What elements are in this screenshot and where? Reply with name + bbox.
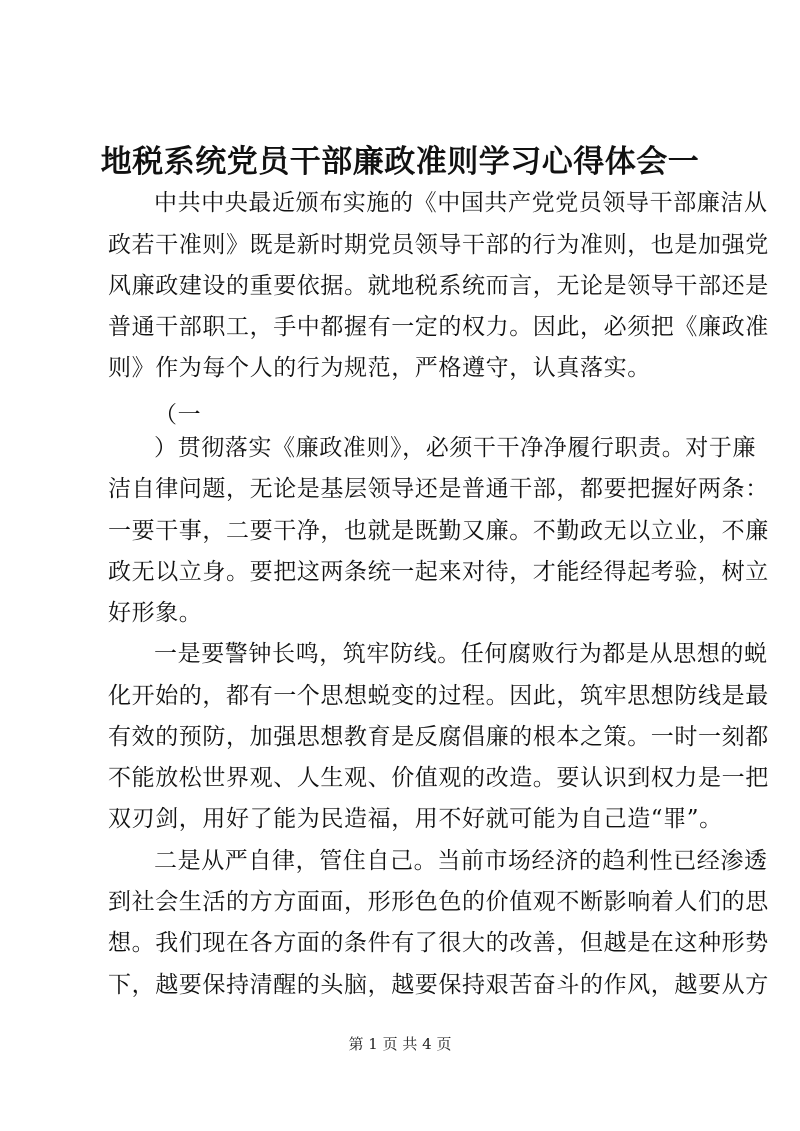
paragraph-line: ）贯彻落实《廉政准则》，必须干干净净履行职责。对于廉 — [154, 435, 757, 461]
paragraph-line: 中共中央最近颁布实施的《中国共产党党员领导干部廉洁从 — [154, 190, 768, 216]
paragraph-line: 政若干准则》既是新时期党员领导干部的行为准则，也是加强党 — [108, 232, 769, 258]
paragraph-line: 下，越要保持清醒的头脑，越要保持艰苦奋斗的作风，越要从方 — [108, 972, 769, 998]
paragraph-line: 到社会生活的方方面面，形形色色的价值观不断影响着人们的思 — [108, 889, 769, 915]
paragraph-line: 有效的预防，加强思想教育是反腐倡廉的根本之策。一时一刻都 — [108, 724, 769, 750]
paragraph-line: 一要干事，二要干净，也就是既勤又廉。不勤政无以立业，不廉 — [108, 518, 769, 544]
paragraph-line: 风廉政建设的重要依据。就地税系统而言，无论是领导干部还是 — [108, 273, 769, 299]
paragraph-line: 则》作为每个人的行为规范，严格遵守，认真落实。 — [108, 355, 651, 381]
paragraph-line: 二是从严自律，管住自己。当前市场经济的趋利性已经渗透 — [154, 848, 768, 874]
paragraph-line: 双刃剑，用好了能为民造福，用不好就可能为自己造“罪”。 — [108, 806, 723, 832]
document-title: 地税系统党员干部廉政准则学习心得体会一 — [100, 144, 700, 180]
paragraph-line: 不能放松世界观、人生观、价值观的改造。要认识到权力是一把 — [108, 765, 769, 791]
paragraph-line: 好形象。 — [108, 600, 203, 626]
paragraph-line: 普通干部职工，手中都握有一定的权力。因此，必须把《廉政准 — [108, 314, 769, 340]
paragraph-line: （一 — [154, 402, 202, 428]
paragraph-line: 想。我们现在各方面的条件有了很大的改善，但越是在这种形势 — [108, 930, 769, 956]
paragraph-line: 洁自律问题，无论是基层领导还是普通干部，都要把握好两条： — [108, 476, 769, 502]
paragraph-line: 政无以立身。要把这两条统一起来对待，才能经得起考验，树立 — [108, 559, 769, 585]
paragraph-line: 化开始的，都有一个思想蜕变的过程。因此，筑牢思想防线是最 — [108, 683, 769, 709]
paragraph-line: 一是要警钟长鸣，筑牢防线。任何腐败行为都是从思想的蜕 — [154, 641, 768, 667]
page-number-footer: 第 1 页 共 4 页 — [348, 1035, 452, 1053]
